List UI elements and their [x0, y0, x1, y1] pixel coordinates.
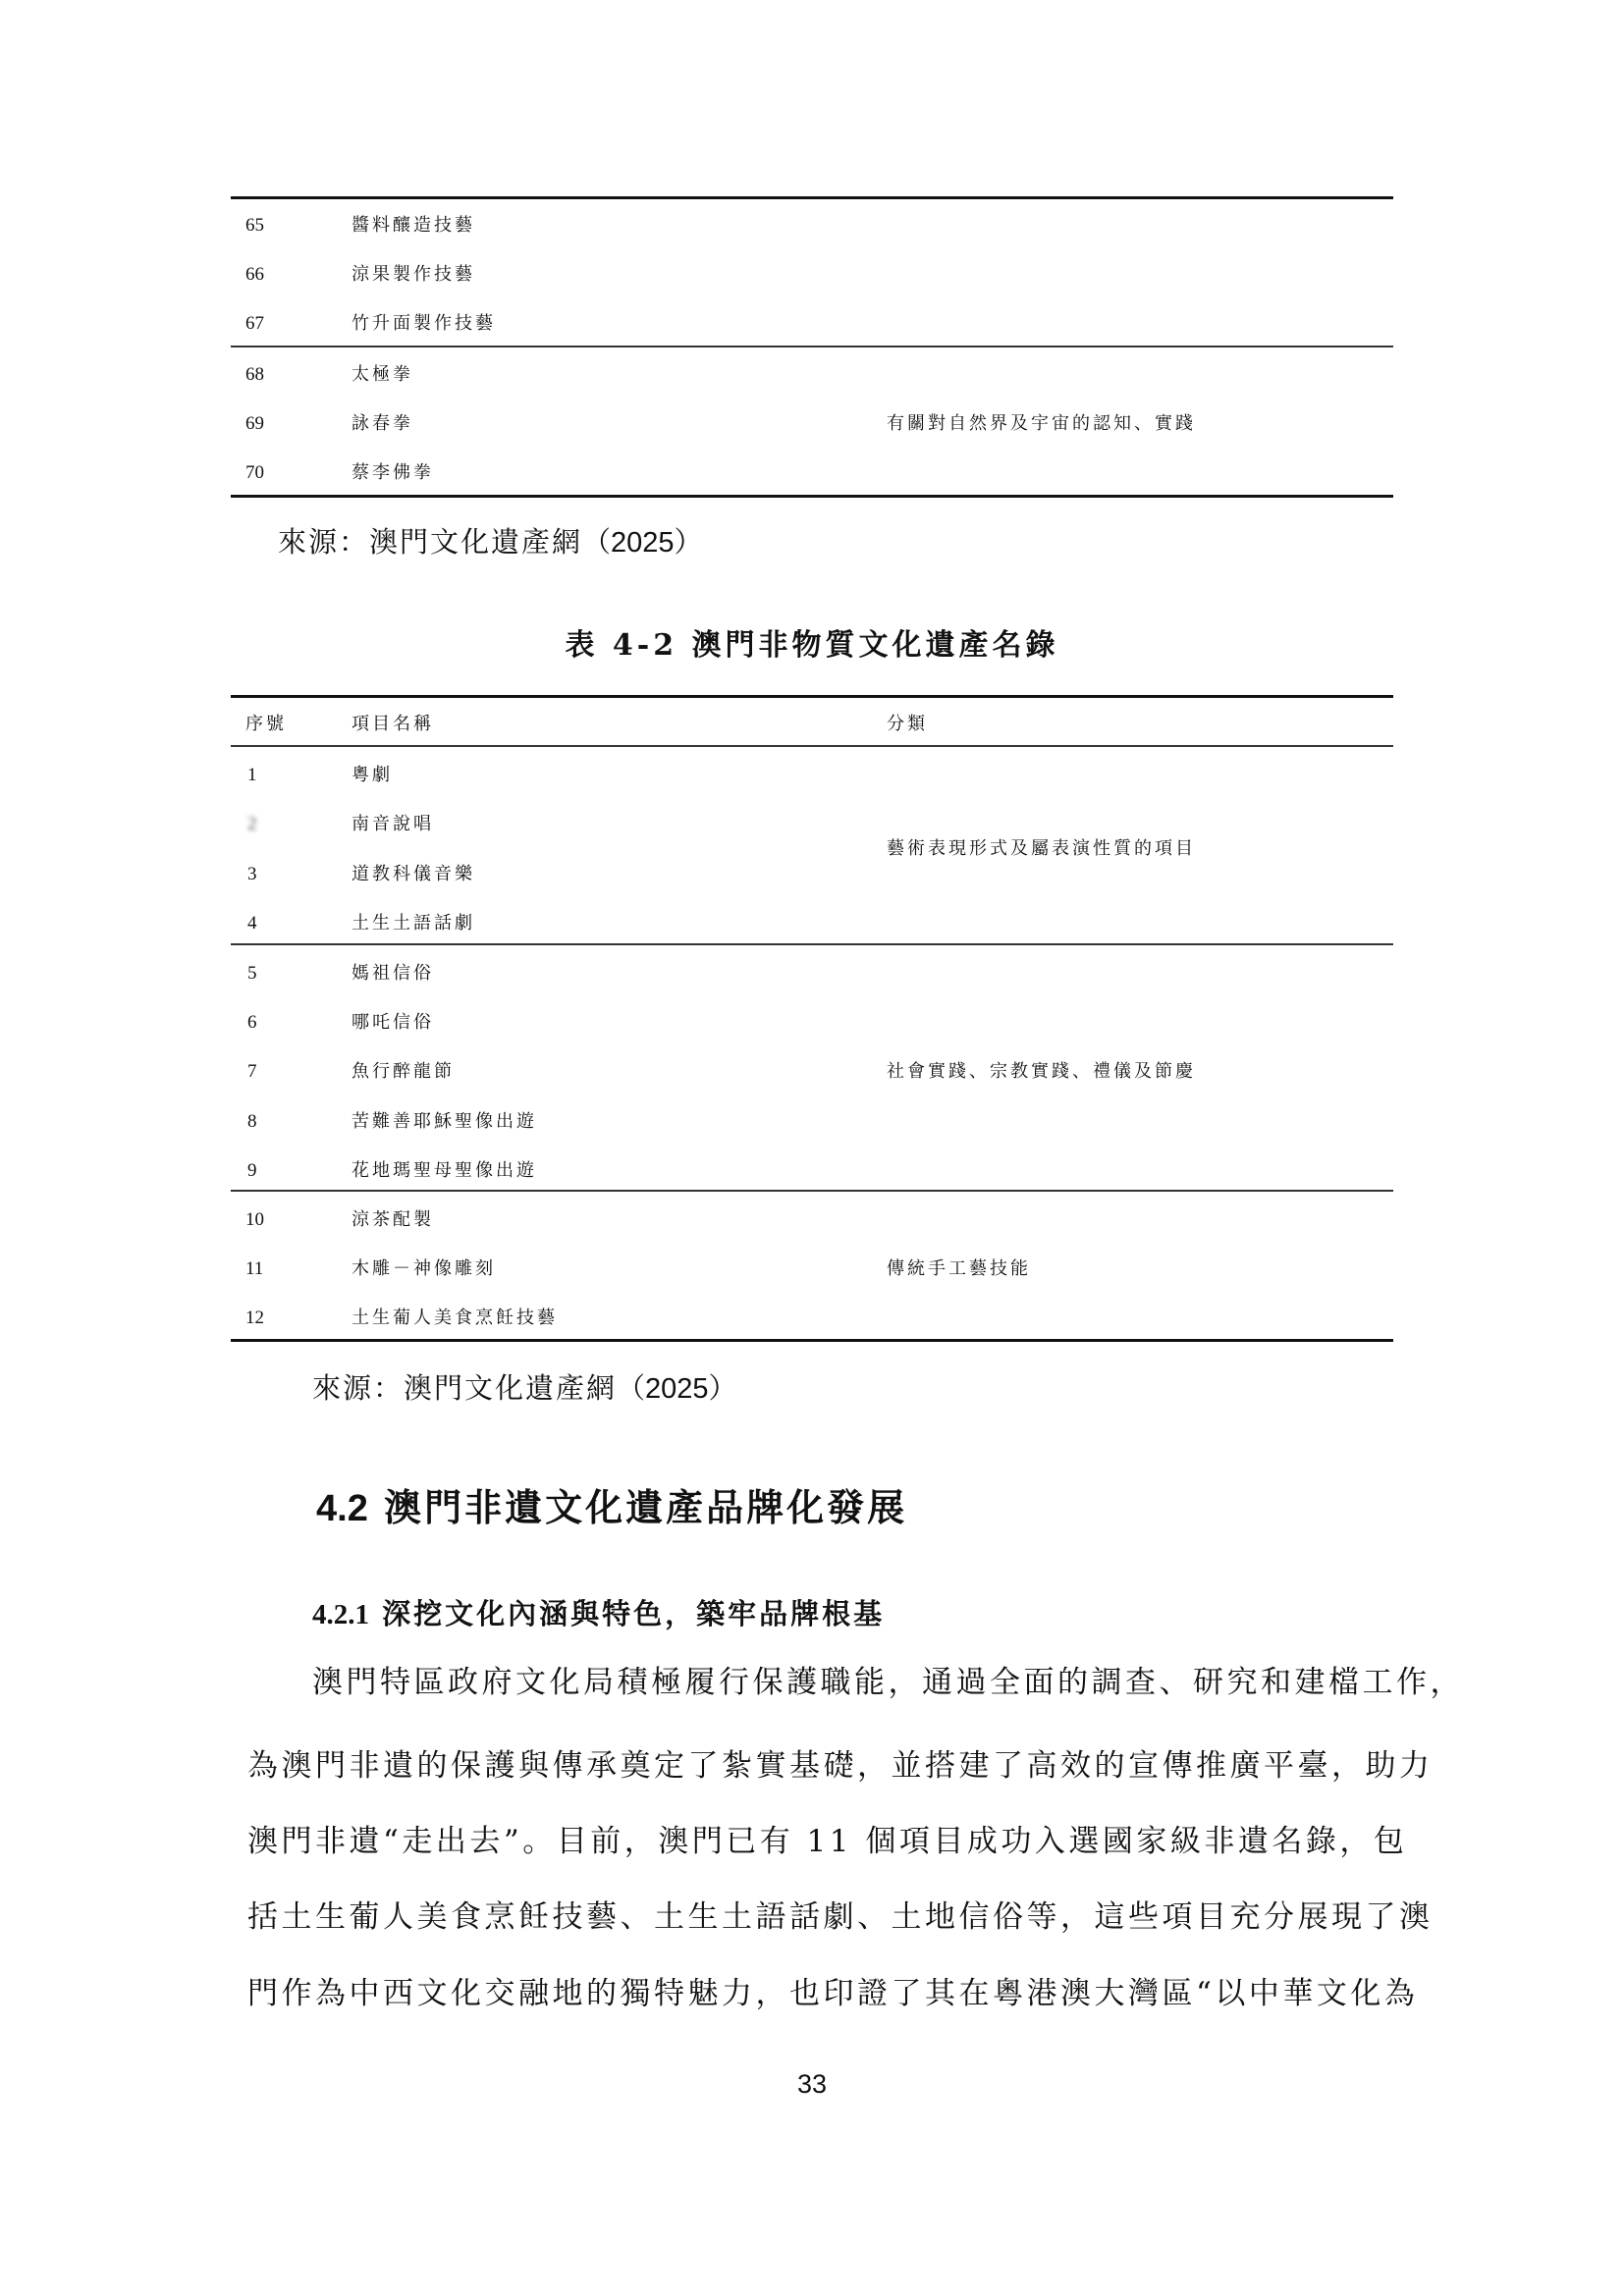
row-item-name: 醬料釀造技藝	[352, 215, 475, 236]
row-item-name: 哪吒信俗	[352, 1012, 434, 1033]
row-item-name: 涼果製作技藝	[352, 264, 475, 285]
table-source-note	[278, 520, 703, 561]
row-item-name: 粵劇	[352, 765, 393, 785]
row-item-name: 土生土語話劇	[352, 913, 475, 934]
row-number: 4	[247, 913, 257, 934]
page-number: 33	[796, 2069, 828, 2099]
row-item-name: 土生葡人美食烹飪技藝	[352, 1308, 558, 1328]
paragraph-line: 門作為中西文化交融地的獨特魅力，也印證了其在粵港澳大灣區“以中華文化為	[247, 1976, 1419, 2011]
row-item-name: 道教科儀音樂	[352, 864, 475, 884]
row-number: 70	[245, 462, 264, 483]
table-top-rule	[231, 196, 1393, 199]
paragraph-line: 括土生葡人美食烹飪技藝、土生土語話劇、土地信俗等，這些項目充分展現了澳	[247, 1899, 1434, 1935]
table-bottom-rule	[231, 1339, 1393, 1342]
source-label: 來源：澳門文化遺產網	[278, 525, 583, 559]
subsection-title: 深挖文化內涵與特色，築牢品牌根基	[382, 1597, 886, 1630]
row-number: 1	[247, 765, 257, 785]
row-number: 7	[247, 1061, 257, 1082]
paragraph-line: 澳門特區政府文化局積極履行保護職能，通過全面的調查、研究和建檔工作，	[312, 1665, 1464, 1700]
table-top-rule	[231, 695, 1393, 698]
row-number: 5	[247, 963, 257, 984]
paragraph-line: 為澳門非遺的保護與傳承奠定了紮實基礎，並搭建了高效的宣傳推廣平臺，助力	[247, 1748, 1434, 1784]
subsection-heading	[312, 1592, 885, 1632]
table-caption: 表 4-2 澳門非物質文化遺產名錄	[565, 628, 1059, 663]
row-item-name: 媽祖信俗	[352, 963, 434, 984]
source-year: （2025）	[582, 527, 703, 559]
row-number: 68	[245, 364, 264, 385]
row-item-name: 苦難善耶穌聖像出遊	[352, 1111, 537, 1132]
row-number: 66	[245, 264, 264, 285]
row-number: 67	[245, 313, 264, 334]
header-category: 分類	[887, 714, 928, 734]
section-number: 4.2	[316, 1488, 368, 1529]
row-number: 2	[247, 814, 257, 834]
section-title: 澳門非遺文化遺產品牌化發展	[384, 1485, 908, 1529]
header-item-name: 項目名稱	[352, 714, 434, 734]
row-item-name: 木雕－神像雕刻	[352, 1258, 496, 1279]
row-item-name: 魚行醉龍節	[352, 1061, 455, 1082]
row-category: 有關對自然界及宇宙的認知、實踐	[887, 413, 1196, 434]
row-item-name: 蔡李佛拳	[352, 462, 434, 483]
subsection-number: 4.2.1	[312, 1599, 369, 1630]
row-number: 6	[247, 1012, 257, 1033]
row-number: 11	[245, 1258, 264, 1279]
row-item-name: 詠春拳	[352, 413, 413, 434]
row-number: 3	[247, 864, 257, 884]
row-category: 社會實踐、宗教實踐、禮儀及節慶	[887, 1061, 1196, 1082]
row-number: 10	[245, 1209, 264, 1230]
row-item-name: 太極拳	[352, 364, 413, 385]
row-number: 9	[247, 1160, 257, 1181]
group-divider	[231, 943, 1393, 945]
row-item-name: 竹升面製作技藝	[352, 313, 496, 334]
row-item-name: 南音說唱	[352, 814, 434, 834]
source-year: （2025）	[617, 1373, 737, 1405]
row-item-name: 涼茶配製	[352, 1209, 434, 1230]
row-category: 藝術表現形式及屬表演性質的項目	[887, 838, 1196, 859]
source-label: 來源：澳門文化遺產網	[312, 1371, 618, 1405]
row-number: 69	[245, 413, 264, 434]
row-number: 8	[247, 1111, 257, 1132]
row-number: 12	[245, 1308, 264, 1328]
row-number: 65	[245, 215, 264, 236]
paragraph-line: 澳門非遺“走出去”。目前，澳門已有 11 個項目成功入選國家級非遺名錄，包	[247, 1824, 1408, 1859]
row-item-name: 花地瑪聖母聖像出遊	[352, 1160, 537, 1181]
group-divider	[231, 1190, 1393, 1192]
group-divider	[231, 346, 1393, 347]
header-divider	[231, 745, 1393, 747]
table-bottom-rule	[231, 495, 1393, 498]
header-number: 序號	[245, 714, 287, 734]
section-heading	[316, 1477, 907, 1531]
table-source-note	[312, 1366, 737, 1407]
row-category: 傳統手工藝技能	[887, 1258, 1031, 1279]
